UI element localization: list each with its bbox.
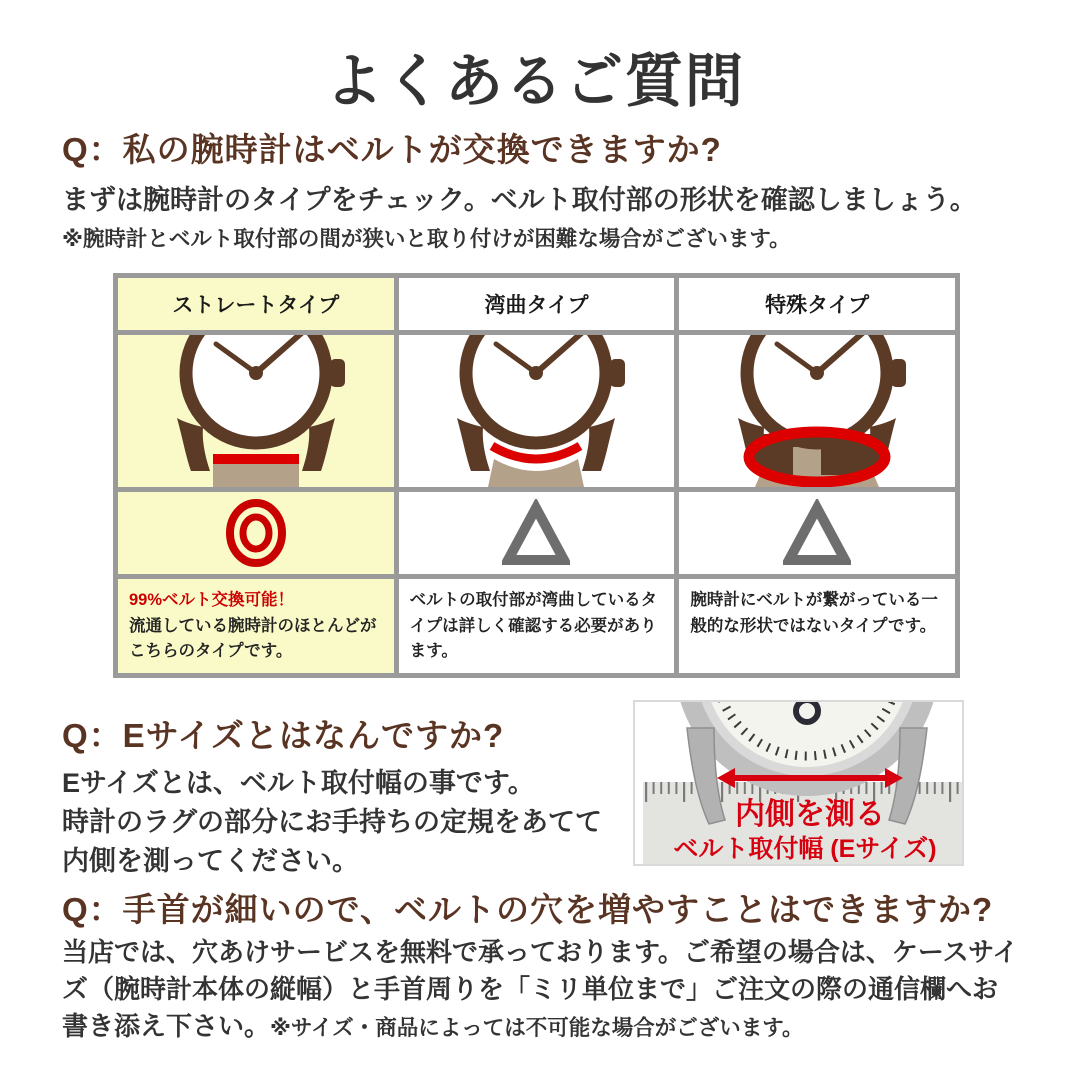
question-3-heading: Q：手首が細いので、ベルトの穴を増やすことはできますか? [62, 891, 994, 928]
dial-ring-detail [796, 702, 818, 722]
question-1-heading: Q：私の腕時計はベルトが交換できますか? [62, 131, 722, 168]
watch-special-illustration [679, 335, 955, 487]
watch-straight-illustration [118, 335, 394, 487]
esize-label-primary: 内側を測る [735, 798, 885, 831]
question-3-answer [62, 934, 1020, 1047]
symbol-cell-special [679, 492, 955, 574]
double-circle-icon [223, 498, 289, 568]
symbol-cell-curved [399, 492, 675, 574]
question-2-line: Eサイズとは、ベルト取付幅の事です。 [62, 768, 535, 798]
type-desc-curved: ベルトの取付部が湾曲しているタイプは詳しく確認する必要があります。 [399, 579, 675, 673]
question-1-note: ※腕時計とベルト取付部の間が狭いと取り付けが困難な場合がございます。 [62, 227, 791, 251]
esize-figure-graphic [635, 702, 964, 866]
question-3-body-text: 当店では、穴あけサービスを無料で承っております。ご希望の場合は、ケースサイズ（腕時計本体の縦幅）と手首周りを「ミリ単位まで」ご注文の際の通信欄へお書き添え下さい。 [62, 937, 1019, 1041]
type-desc-straight [118, 579, 394, 673]
question-1-lead: まずは腕時計のタイプをチェック。ベルト取付部の形状を確認しましょう。 [62, 185, 977, 215]
watch-curved-icon [400, 335, 672, 487]
question-2-line: 時計のラグの部分にお手持ちの定規をあてて [62, 807, 602, 837]
question-2-answer [62, 764, 602, 881]
esize-label-secondary: ベルト取付幅 (Eサイズ) [673, 835, 937, 863]
type-desc-special: 腕時計にベルトが繋がっている一般的な形状ではないタイプです。 [679, 579, 955, 673]
watch-type-table [113, 273, 960, 678]
watch-curved-illustration [399, 335, 675, 487]
straight-desc-em: 99%ベルト交換可能！ [129, 591, 295, 609]
question-2-line: 内側を測ってください。 [62, 846, 359, 876]
question-3-note: ※サイズ・商品によっては不可能な場合がございます。 [270, 1016, 804, 1040]
type-header-straight: ストレートタイプ [118, 278, 394, 330]
triangle-icon [502, 499, 570, 567]
watch-special-icon [681, 335, 953, 487]
symbol-cell-straight [118, 492, 394, 574]
page-title: よくあるご質問 [324, 49, 745, 114]
straight-desc-text: 流通している腕時計のほとんどがこちらのタイプです。 [129, 616, 377, 661]
type-header-special: 特殊タイプ [679, 278, 955, 330]
question-2-heading: Q：Eサイズとはなんですか? [62, 717, 505, 754]
watch-straight-icon [120, 335, 392, 487]
type-header-curved: 湾曲タイプ [399, 278, 675, 330]
esize-measurement-image [633, 700, 964, 866]
triangle-icon [783, 499, 851, 567]
